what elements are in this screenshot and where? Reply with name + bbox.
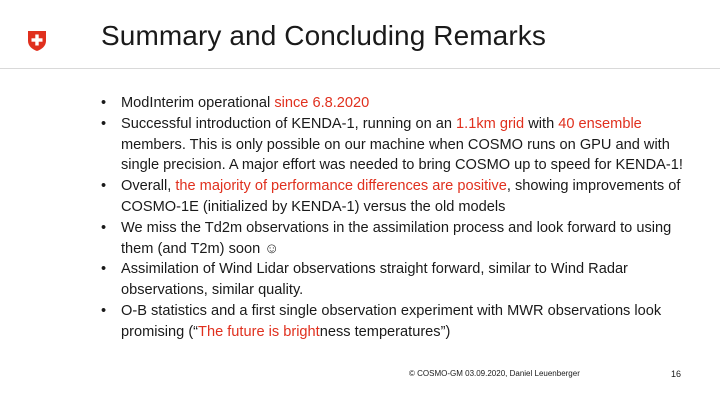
highlighted-text: 1.1km grid: [456, 115, 525, 132]
bullet-text: , showing improvements of COSMO-1E (initialized by KENDA-1) versus the old models: [121, 178, 681, 215]
bullet-text: Overall,: [121, 178, 176, 195]
bullet-text: members. This is only possible on our machine when COSMO runs on GPU and with single precision. A major effort was needed to bring COSMO up to speed for KENDA-1!: [121, 136, 683, 174]
bullet-text: with: [524, 115, 559, 132]
bullet-text: ModInterim operational: [121, 95, 275, 111]
bullet-item: [100, 114, 690, 176]
bullet-item: [100, 218, 690, 260]
bullet-item: [100, 176, 690, 218]
highlighted-text: 40 ensemble: [558, 115, 642, 132]
bullet-text: ness temperatures”): [319, 323, 451, 340]
bullet-text: Assimilation of Wind Lidar observations straight forward, similar to Wind Radar observations, similar quality.: [121, 261, 628, 299]
highlighted-text: The future is bright: [198, 323, 320, 340]
bullet-item: [100, 93, 690, 114]
bullet-text: O-B statistics and a first single observation experiment with MWR observations look promising (“: [121, 302, 662, 340]
bullet-list: [100, 93, 690, 343]
highlighted-text: the majority of performance differences are positive: [175, 178, 507, 195]
page-number: 16: [671, 369, 682, 379]
bullet-text: We miss the Td2m observations in the assimilation process and look forward to using them (and T2m) soon ☺: [121, 219, 672, 257]
bullet-text: Successful introduction of KENDA-1, running on an: [121, 115, 457, 132]
slide-title: Summary and Concluding Remarks: [101, 20, 546, 51]
footer-text: © COSMO-GM 03.09.2020, Daniel Leuenberger: [409, 369, 580, 378]
highlighted-text: since 6.8.2020: [274, 95, 370, 111]
bullet-item: [100, 259, 690, 301]
title-divider: [0, 68, 720, 69]
bullet-item: [100, 301, 690, 343]
swiss-cross-shield-icon: [27, 30, 47, 52]
